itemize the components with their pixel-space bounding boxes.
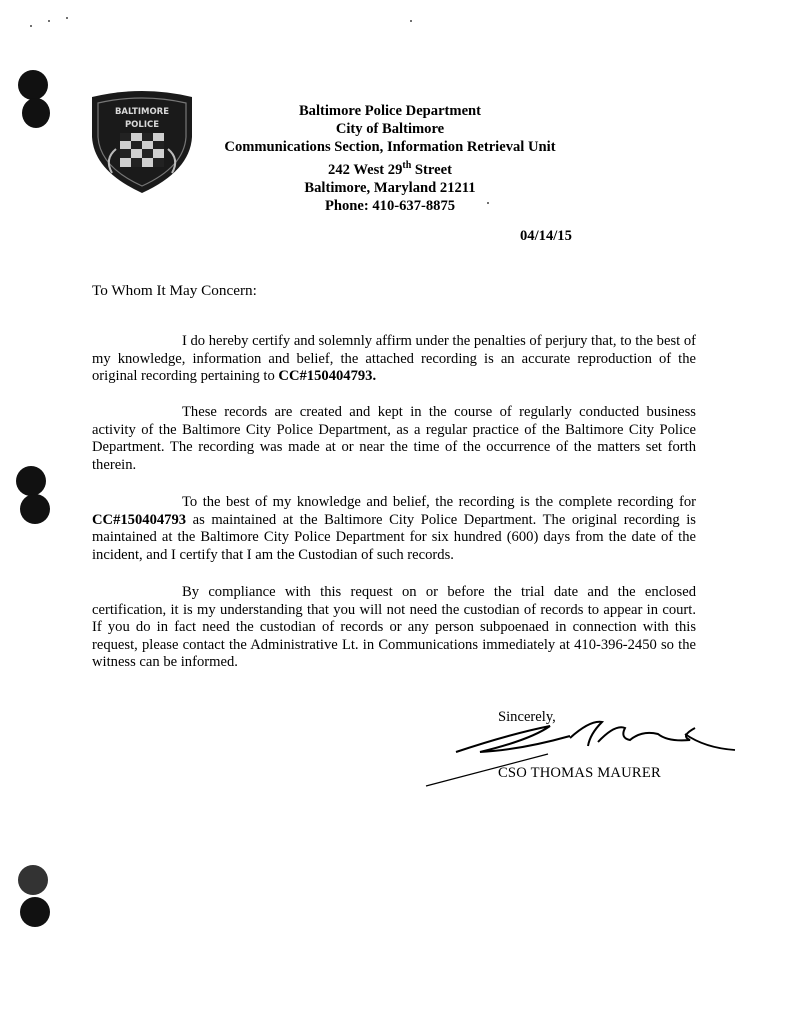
case-number: CC#150404793. bbox=[278, 368, 377, 385]
badge-text-top: BALTIMORE bbox=[114, 107, 170, 117]
scan-speck bbox=[30, 25, 32, 27]
closing: Sincerely, bbox=[498, 709, 556, 725]
street-address bbox=[150, 157, 630, 179]
paragraph-compliance: By compliance with this request on or before the trial date and the enclosed certification, it is my understanding that you will not need the custodian of records to appear in court. If you do in fact need the custodian of records or any person subpoenaed in connection with this request, please contact the Administrative Lt. in Communications immediately at 410-396-2450 so the witness can be informed. bbox=[92, 584, 696, 671]
scan-speck bbox=[66, 17, 68, 19]
city-state-zip: Baltimore, Maryland 21211 bbox=[304, 179, 476, 196]
signer-name: CSO THOMAS MAURER bbox=[498, 765, 661, 781]
department-name: Baltimore Police Department bbox=[298, 103, 482, 119]
paragraph-1-text: I do hereby certify and solemnly affirm under the penalties of perjury that, to the best of my knowledge, information and belief, the attached recording is an accurate reproduction of the original recording pertaining to bbox=[92, 333, 696, 385]
scan-speck bbox=[48, 20, 50, 22]
letterhead bbox=[150, 102, 630, 215]
hole-punch bbox=[20, 897, 50, 927]
hole-punch bbox=[22, 98, 50, 128]
city-name: City of Baltimore bbox=[335, 121, 445, 138]
street-suffix: th bbox=[402, 159, 412, 171]
paragraph-recording bbox=[92, 494, 696, 564]
street-number: 242 West 29 bbox=[328, 161, 403, 178]
hole-punch bbox=[18, 865, 48, 895]
phone-number: Phone: 410-637-8875 bbox=[324, 197, 456, 214]
hole-punch bbox=[16, 466, 46, 496]
paragraph-records: These records are created and kept in the course of regularly conducted business activity of the Baltimore City Police Department, as a regular practice of the Baltimore City Police Department. The recording was made at or near the time of the occurrence of the matters set forth therein. bbox=[92, 404, 696, 473]
street-name: Street bbox=[411, 161, 452, 178]
paragraph-3-text-post: as maintained at the Baltimore City Police Department. The original recording is maintained at the Baltimore City Police Department for six hundred (600) days from the date of the incident, and I certify that I am the Custodian of such records. bbox=[92, 511, 696, 563]
scan-speck bbox=[410, 20, 412, 22]
case-number: CC#150404793 bbox=[92, 511, 187, 528]
hole-punch bbox=[20, 494, 50, 524]
paragraph-certification bbox=[92, 333, 696, 386]
badge-text-bottom: POLICE bbox=[124, 120, 160, 130]
hole-punch bbox=[18, 70, 48, 100]
letter-date: 04/14/15 bbox=[520, 228, 572, 244]
section-name: Communications Section, Information Retrieval Unit bbox=[224, 139, 556, 156]
paragraph-3-text-pre: To the best of my knowledge and belief, the recording is the complete recording for bbox=[182, 494, 696, 510]
salutation: To Whom It May Concern: bbox=[92, 282, 257, 299]
